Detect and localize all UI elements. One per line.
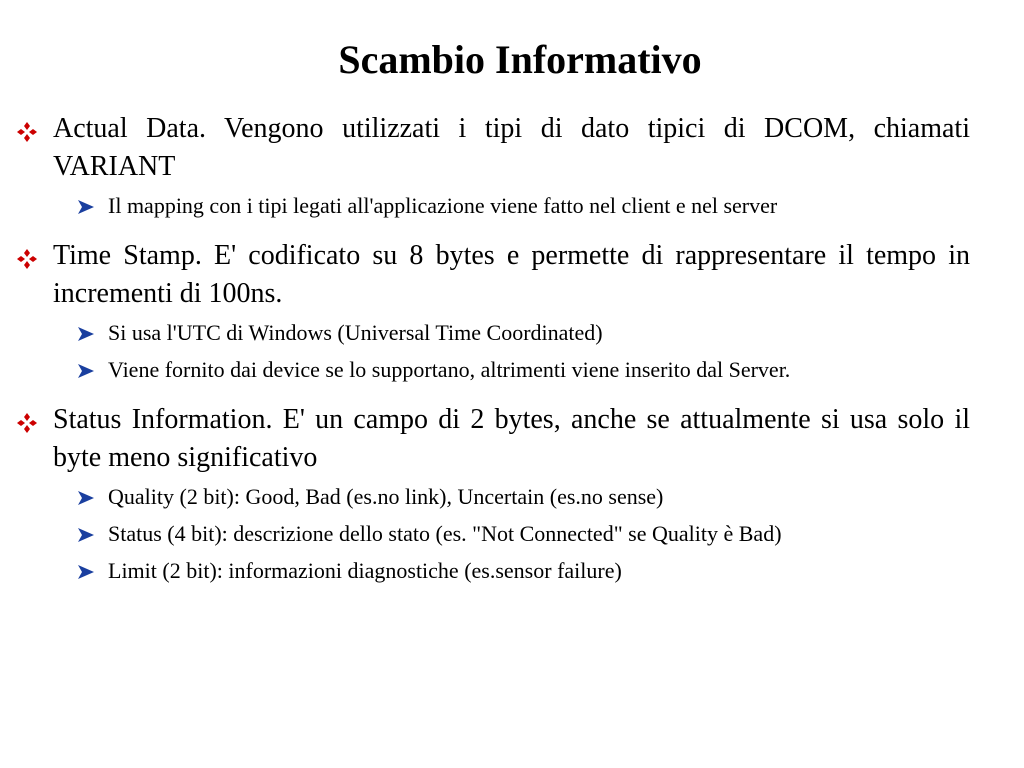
diamond-cluster-icon [16,412,38,434]
sub-bullet-item [16,189,970,223]
sub-bullet-text: Status (4 bit): descrizione dello stato (es. "Not Connected" se Quality è Bad) [108,521,782,546]
diamond-cluster-icon [16,121,38,143]
sub-bullet-item [16,316,970,350]
sub-bullet-text: Quality (2 bit): Good, Bad (es.no link), Uncertain (es.no sense) [108,484,664,509]
sub-bullet-text: Il mapping con i tipi legati all'applicazione viene fatto nel client e nel server [108,193,778,218]
arrowhead-icon [77,326,95,342]
sub-bullet-item [16,480,970,514]
sub-bullet-text: Limit (2 bit): informazioni diagnostiche (es.sensor failure) [108,558,622,583]
sub-bullet-item [16,353,970,387]
arrowhead-icon [77,199,95,215]
bullet-text: Actual Data. Vengono utilizzati i tipi di dato tipici di DCOM, chiamati VARIANT [53,113,970,182]
arrowhead-icon [77,527,95,543]
arrowhead-icon [77,490,95,506]
bullet-item [16,401,970,477]
sub-bullet-item [16,517,970,551]
bullet-text: Time Stamp. E' codificato su 8 bytes e permette di rappresentare il tempo in incrementi di 100ns. [53,240,970,309]
bullet-item [16,110,970,186]
bullet-item [16,237,970,313]
slide-content [16,110,970,588]
bullet-text: Status Information. E' un campo di 2 bytes, anche se attualmente si usa solo il byte meno significativo [53,404,970,473]
arrowhead-icon [77,564,95,580]
sub-bullet-text: Si usa l'UTC di Windows (Universal Time Coordinated) [108,320,603,345]
arrowhead-icon [77,363,95,379]
sub-bullet-text: Viene fornito dai device se lo supportano, altrimenti viene inserito dal Server. [108,357,791,382]
sub-bullet-item [16,554,970,588]
slide-title: Scambio Informativo [338,37,702,82]
diamond-cluster-icon [16,248,38,270]
